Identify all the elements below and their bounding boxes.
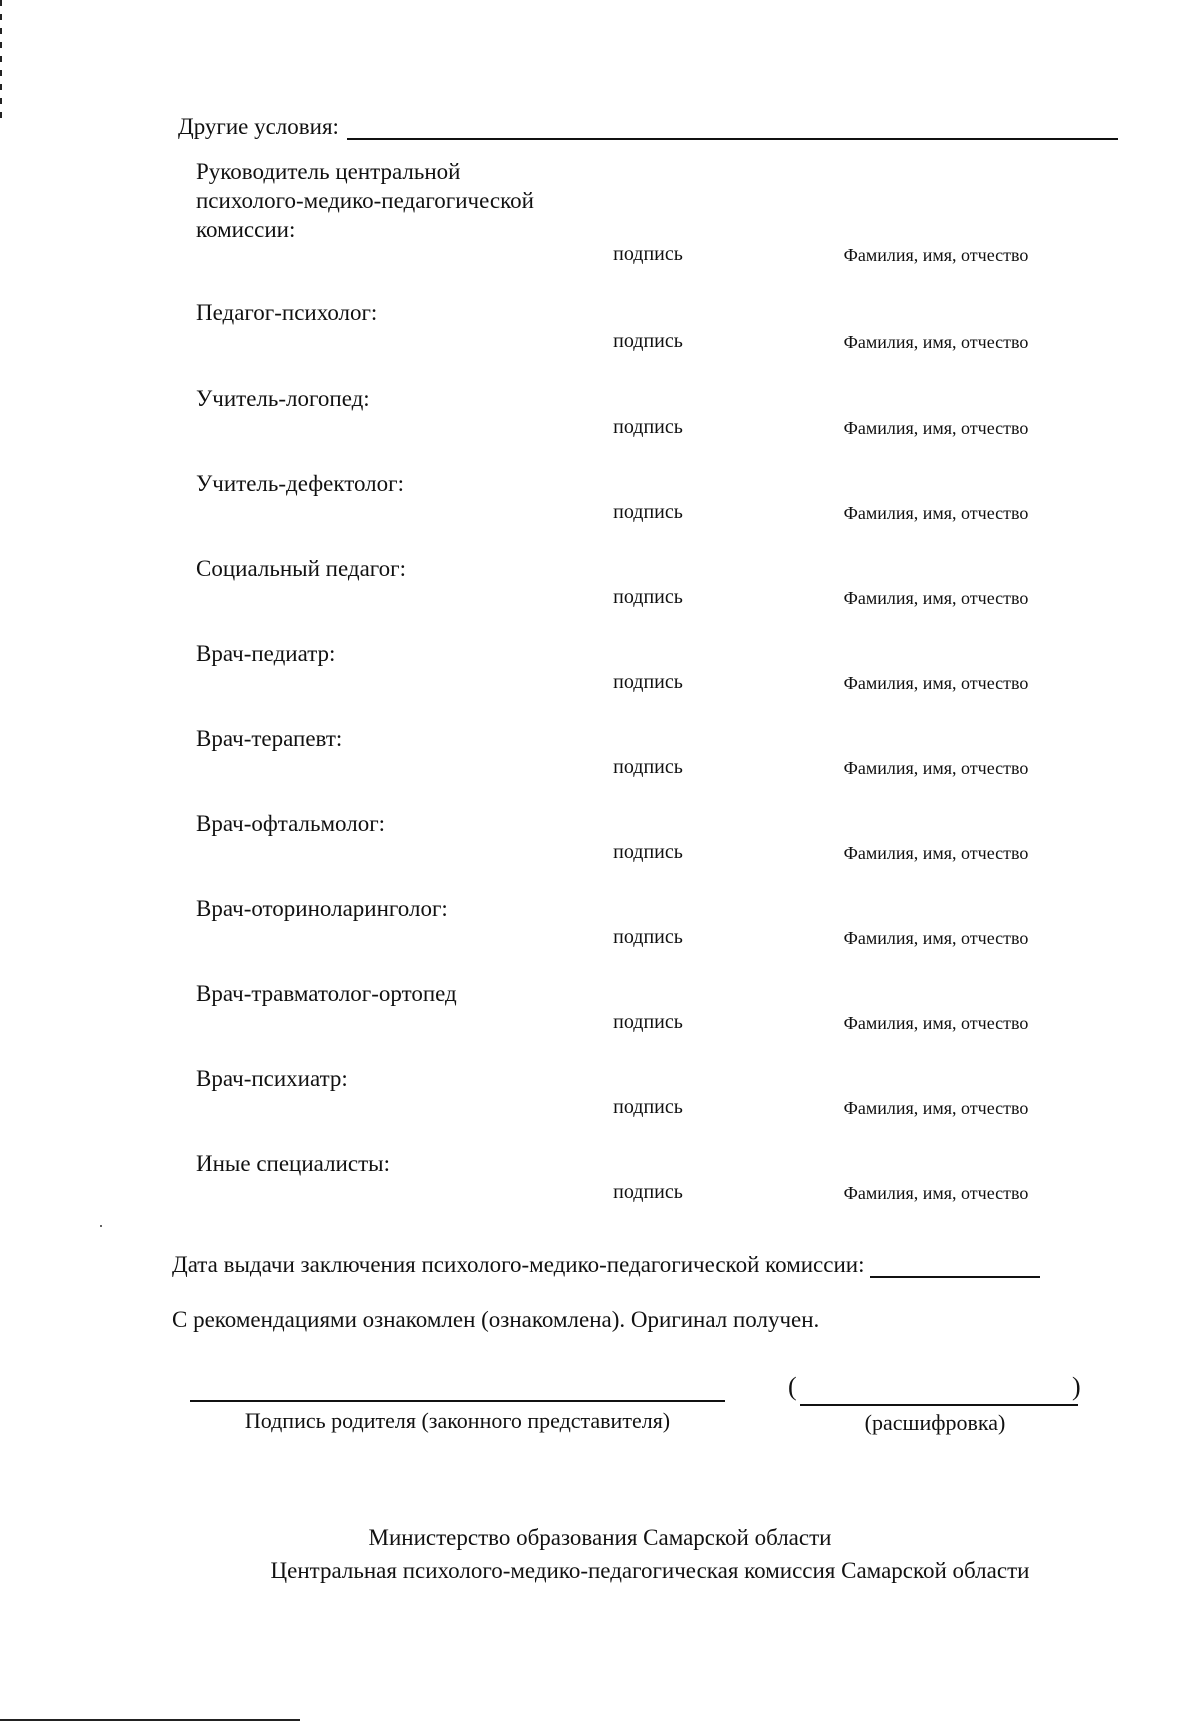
signature-caption: подпись [613,586,683,608]
signatory-block [0,979,1200,1059]
parent-signature-line[interactable] [190,1400,725,1402]
fio-caption: Фамилия, имя, отчество [843,245,1029,265]
signature-caption: подпись [613,671,683,693]
issue-date-blank-line[interactable] [870,1250,1040,1278]
signature-caption: подпись [613,756,683,778]
signatory-role: Врач-оториноларинголог: [196,896,448,921]
fio-caption: Фамилия, имя, отчество [843,418,1029,438]
footer-ministry: Министерство образования Самарской области [368,1525,832,1550]
parent-signature-caption: Подпись родителя (законного представителя) [244,1408,671,1433]
fio-caption: Фамилия, имя, отчество [843,332,1029,352]
fio-caption: Фамилия, имя, отчество [843,503,1029,523]
signature-caption: подпись [613,841,683,863]
signatory-block [0,384,1200,464]
signatory-role: Врач-травматолог-ортопед [196,981,457,1006]
other-conditions-row [178,110,1118,140]
fio-caption: Фамилия, имя, отчество [843,1098,1029,1118]
signatory-block [0,809,1200,889]
signature-caption: подпись [613,416,683,438]
signatory-block [0,554,1200,634]
signature-caption: подпись [613,1011,683,1033]
scan-edge-mark-bottom [0,1719,300,1721]
fio-caption: Фамилия, имя, отчество [843,673,1029,693]
signature-caption: подпись [613,501,683,523]
signature-caption: подпись [613,243,683,265]
issue-date-label: Дата выдачи заключения психолого-медико-педагогической комиссии: [172,1252,865,1277]
decode-caption: (расшифровка) [864,1410,1006,1435]
other-conditions-blank-line[interactable] [347,110,1118,140]
signatory-role: Врач-терапевт: [196,726,343,751]
decode-close-paren: ) [1072,1372,1081,1401]
signatory-role: Учитель-логопед: [196,386,370,411]
signature-caption: подпись [613,330,683,352]
signatory-block [0,298,1200,378]
signatory-role: Врач-офтальмолог: [196,811,386,836]
fio-caption: Фамилия, имя, отчество [843,928,1029,948]
signatory-block-head [0,157,1200,265]
signatory-block [0,1149,1200,1229]
signatory-block [0,639,1200,719]
signatory-role: Социальный педагог: [196,556,406,581]
fio-caption: Фамилия, имя, отчество [843,1183,1029,1203]
signature-caption: подпись [613,1096,683,1118]
issue-date-row [172,1250,1102,1278]
signatory-block [0,469,1200,549]
fio-caption: Фамилия, имя, отчество [843,1013,1029,1033]
scan-edge-mark [0,0,2,120]
signatory-block [0,724,1200,804]
fio-caption: Фамилия, имя, отчество [843,843,1029,863]
signatory-role: Педагог-психолог: [196,300,378,325]
footer-commission: Центральная психолого-медико-педагогическая комиссия Самарской области [270,1558,1030,1583]
signatory-role: Учитель-дефектолог: [196,471,404,496]
signatory-role: Руководитель центральной психолого-медико-педагогической комиссии: [196,159,534,242]
signatory-block [0,1064,1200,1144]
other-conditions-label: Другие условия: [178,114,339,139]
decode-blank-line[interactable] [800,1404,1078,1406]
signature-caption: подпись [613,926,683,948]
signatory-block [0,894,1200,974]
signatory-role: Иные специалисты: [196,1151,390,1176]
fio-caption: Фамилия, имя, отчество [843,588,1029,608]
decode-open-paren: ( [788,1372,797,1401]
fio-caption: Фамилия, имя, отчество [843,758,1029,778]
signatory-role: Врач-педиатр: [196,641,336,666]
acknowledgement-text: С рекомендациями ознакомлен (ознакомлена). Оригинал получен. [172,1307,820,1332]
signatory-role: Врач-психиатр: [196,1066,348,1091]
signature-caption: подпись [613,1181,683,1203]
